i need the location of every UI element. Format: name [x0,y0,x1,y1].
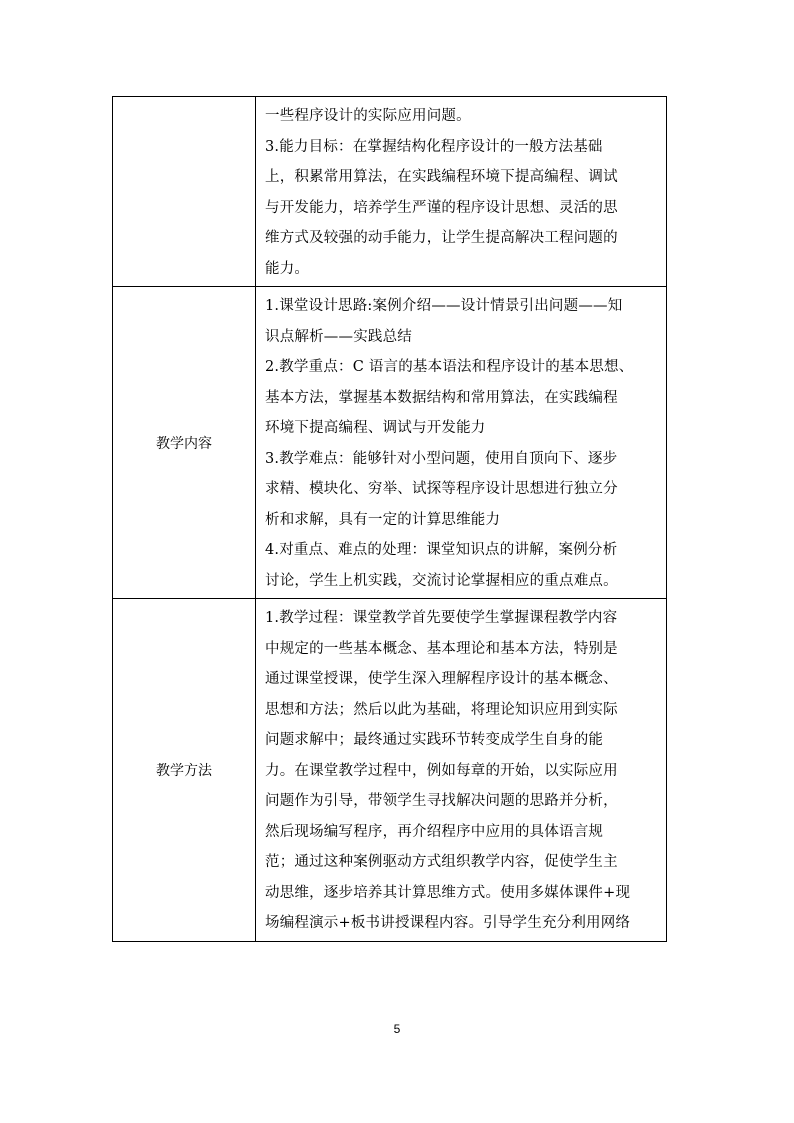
row-content [256,97,667,287]
text-line: 环境下提高编程、调试与开发能力 [265,420,486,436]
page-number: 5 [393,1022,401,1036]
course-info-table [112,96,667,942]
text-line: 范；通过这种案例驱动方式组织教学内容，促使学生主 [265,854,618,870]
text-line: 通过课堂授课，使学生深入理解程序设计的基本概念、 [265,671,618,687]
text-line: 1.课堂设计思路:案例介绍——设计情景引出问题——知 [265,298,623,314]
text-line: 基本方法，掌握基本数据结构和常用算法，在实践编程 [265,389,618,406]
text-line: 1.教学过程：课堂教学首先要使学生掌握课程教学内容 [265,610,618,626]
text-line: 2.教学重点：C 语言的基本语法和程序设计的基本思想、 [265,359,634,375]
text-line: 问题作为引导，带领学生寻找解决问题的思路并分析， [265,793,618,809]
text-line: 然后现场编写程序，再介绍程序中应用的具体语言规 [265,823,604,840]
row-label-teaching-content: 教学内容 [113,287,256,599]
text-line: 场编程演示+板书讲授课程内容。引导学生充分利用网络 [265,915,631,931]
text-line: 上，积累常用算法，在实践编程环境下提高编程、调试 [265,169,618,185]
text-line: 维方式及较强的动手能力，让学生提高解决工程问题的 [265,230,618,246]
text-line: 求精、模块化、穷举、试探等程序设计思想进行独立分 [265,481,618,497]
text-line: 与开发能力，培养学生严谨的程序设计思想、灵活的思 [265,199,618,216]
table-row [113,287,667,599]
text-line: 问题求解中；最终通过实践环节转变成学生自身的能 [265,732,604,748]
row-content [256,599,667,942]
text-line: 中规定的一些基本概念、基本理论和基本方法，特别是 [265,640,618,657]
text-line: 一些程序设计的实际应用问题。 [265,108,471,124]
text-line: 识点解析——实践总结 [265,328,412,345]
text-line: 4.对重点、难点的处理：课堂知识点的讲解，案例分析 [265,542,618,558]
row-content [256,287,667,599]
row-label-teaching-method: 教学方法 [113,599,256,942]
text-line: 3.能力目标：在掌握结构化程序设计的一般方法基础 [265,138,603,155]
text-line: 3.教学难点：能够针对小型问题，使用自顶向下、逐步 [265,450,618,467]
text-line: 析和求解，具有一定的计算思维能力 [265,511,501,528]
text-line: 动思维，逐步培养其计算思维方式。使用多媒体课件+现 [265,884,631,901]
table-row [113,599,667,942]
text-line: 思想和方法；然后以此为基础，将理论知识应用到实际 [265,701,618,718]
row-label [113,97,256,287]
text-line: 讨论，学生上机实践，交流讨论掌握相应的重点难点。 [265,572,618,589]
text-line: 力。在课堂教学过程中，例如每章的开始，以实际应用 [265,762,618,779]
text-line: 能力。 [265,260,310,277]
table-row [113,97,667,287]
